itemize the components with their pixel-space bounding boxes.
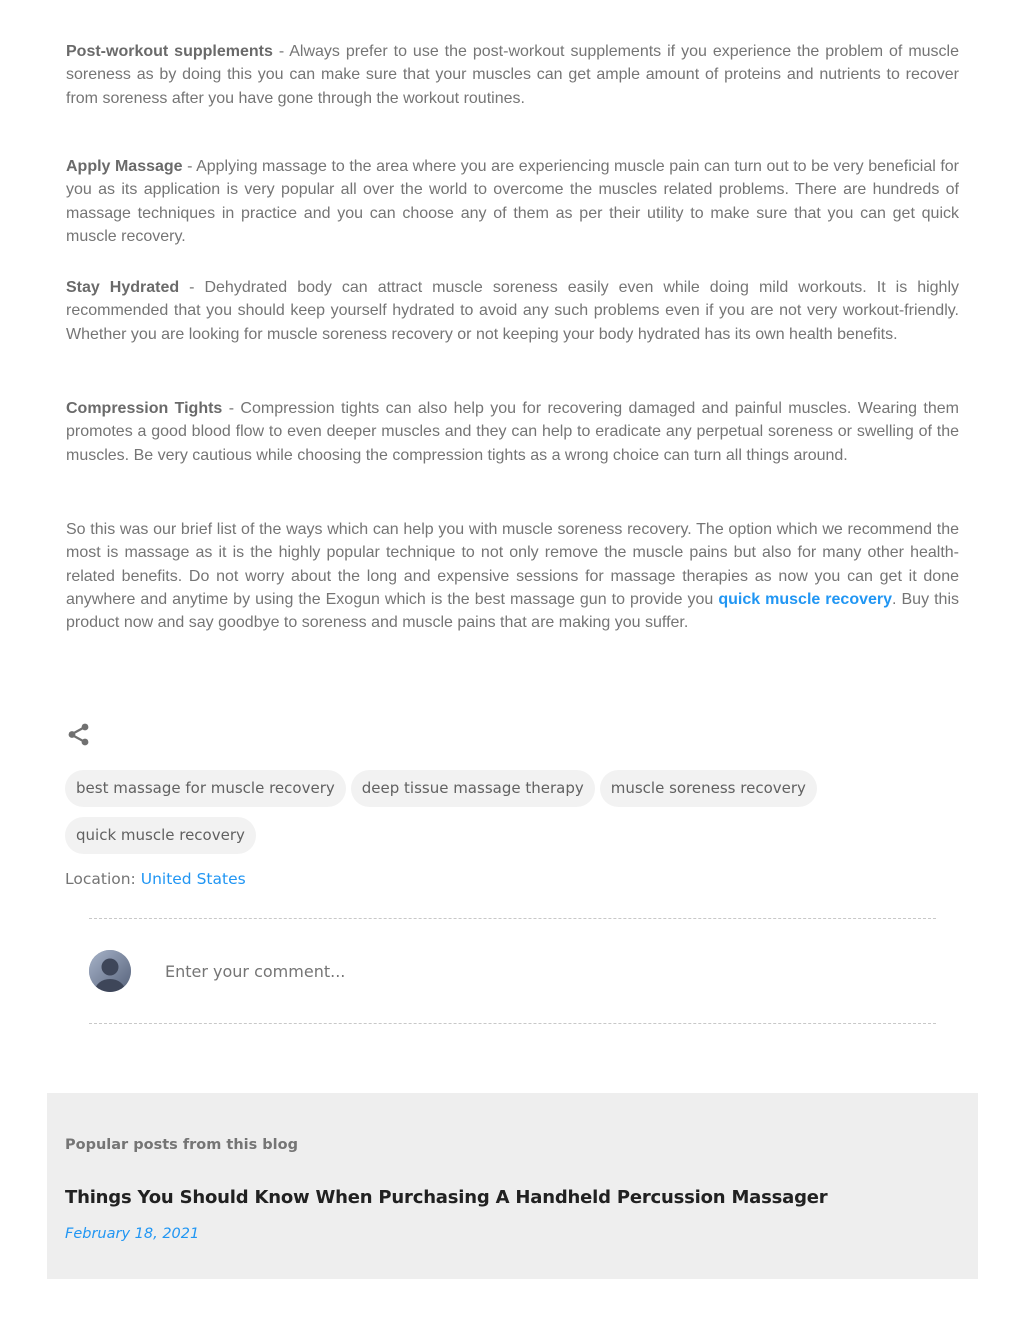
paragraph-heading: Compression Tights — [66, 400, 223, 417]
paragraph-heading: Stay Hydrated — [66, 279, 180, 296]
user-avatar-icon — [89, 950, 131, 992]
paragraph-compression-tights — [66, 397, 959, 467]
label-chip[interactable]: quick muscle recovery — [65, 817, 256, 854]
label-chip[interactable]: best massage for muscle recovery — [65, 770, 346, 807]
share-button[interactable] — [64, 720, 94, 750]
location-link[interactable]: United States — [140, 870, 246, 888]
post-labels — [65, 770, 965, 864]
paragraph-stay-hydrated — [66, 276, 959, 346]
share-icon — [64, 720, 94, 750]
avatar — [89, 950, 131, 992]
quick-muscle-recovery-link[interactable]: quick muscle recovery — [718, 590, 893, 608]
comment-form — [89, 918, 936, 1024]
paragraph-text: So this was our brief list of the ways which can help you with muscle soreness recovery. The option which we recommend the most is massage as it is the highly popular technique to not only remove the muscle pains but also for many other health-related benefits. Do not worry about the long and expensive sessions for massage therapies as now you can get it done anywhere and anytime by using the Exogun which is the best massage gun to provide you — [66, 521, 959, 608]
paragraph-apply-massage — [66, 155, 959, 248]
comment-input[interactable] — [165, 959, 765, 983]
paragraph-text: - Always prefer to use the post-workout supplements if you experience the problem of muscle soreness as by doing this you can make sure that your muscles can get ample amount of proteins and nutrients to recover from soreness after you have gone through the workout routines. — [66, 43, 960, 107]
paragraph-text: - Applying massage to the area where you are experiencing muscle pain can turn out to be very beneficial for you as its application is very popular all over the world to overcome the muscles related problems. There are hundreds of massage techniques in practice and you can choose any of them as per their utility to make sure that you can get quick muscle recovery. — [66, 158, 959, 245]
paragraph-text: . Buy this product now and say goodbye to soreness and muscle pains that are making you suffer. — [66, 590, 959, 632]
post-location — [65, 870, 246, 888]
location-label: Location: — [65, 870, 141, 888]
paragraph-heading: Apply Massage — [66, 158, 183, 175]
paragraph-heading: Post-workout supplements — [66, 43, 273, 60]
paragraph-text: - Dehydrated body can attract muscle soreness easily even while doing mild workouts. It is highly recommended that you should keep yourself hydrated to avoid any such problems even if you are not very workout-friendly. Whether you are looking for muscle soreness recovery or not keeping your body hydrated has its own health benefits. — [66, 279, 960, 343]
paragraph-post-workout-supplements — [66, 40, 959, 110]
label-chip[interactable]: deep tissue massage therapy — [351, 770, 595, 807]
popular-post-title-link[interactable]: Things You Should Know When Purchasing A Handheld Percussion Massager — [65, 1187, 828, 1208]
paragraph-text: - Compression tights can also help you for recovering damaged and painful muscles. Wearing them promotes a good blood flow to even deeper muscles and they can help to eradicate any perpetual soreness or swelling of the muscles. Be very cautious while choosing the compression tights as a wrong choice can turn all things around. — [66, 400, 960, 464]
paragraph-conclusion — [66, 518, 959, 634]
popular-posts-heading: Popular posts from this blog — [65, 1137, 298, 1153]
popular-post-date[interactable]: February 18, 2021 — [65, 1226, 200, 1242]
label-chip[interactable]: muscle soreness recovery — [600, 770, 817, 807]
popular-posts — [47, 1093, 978, 1279]
